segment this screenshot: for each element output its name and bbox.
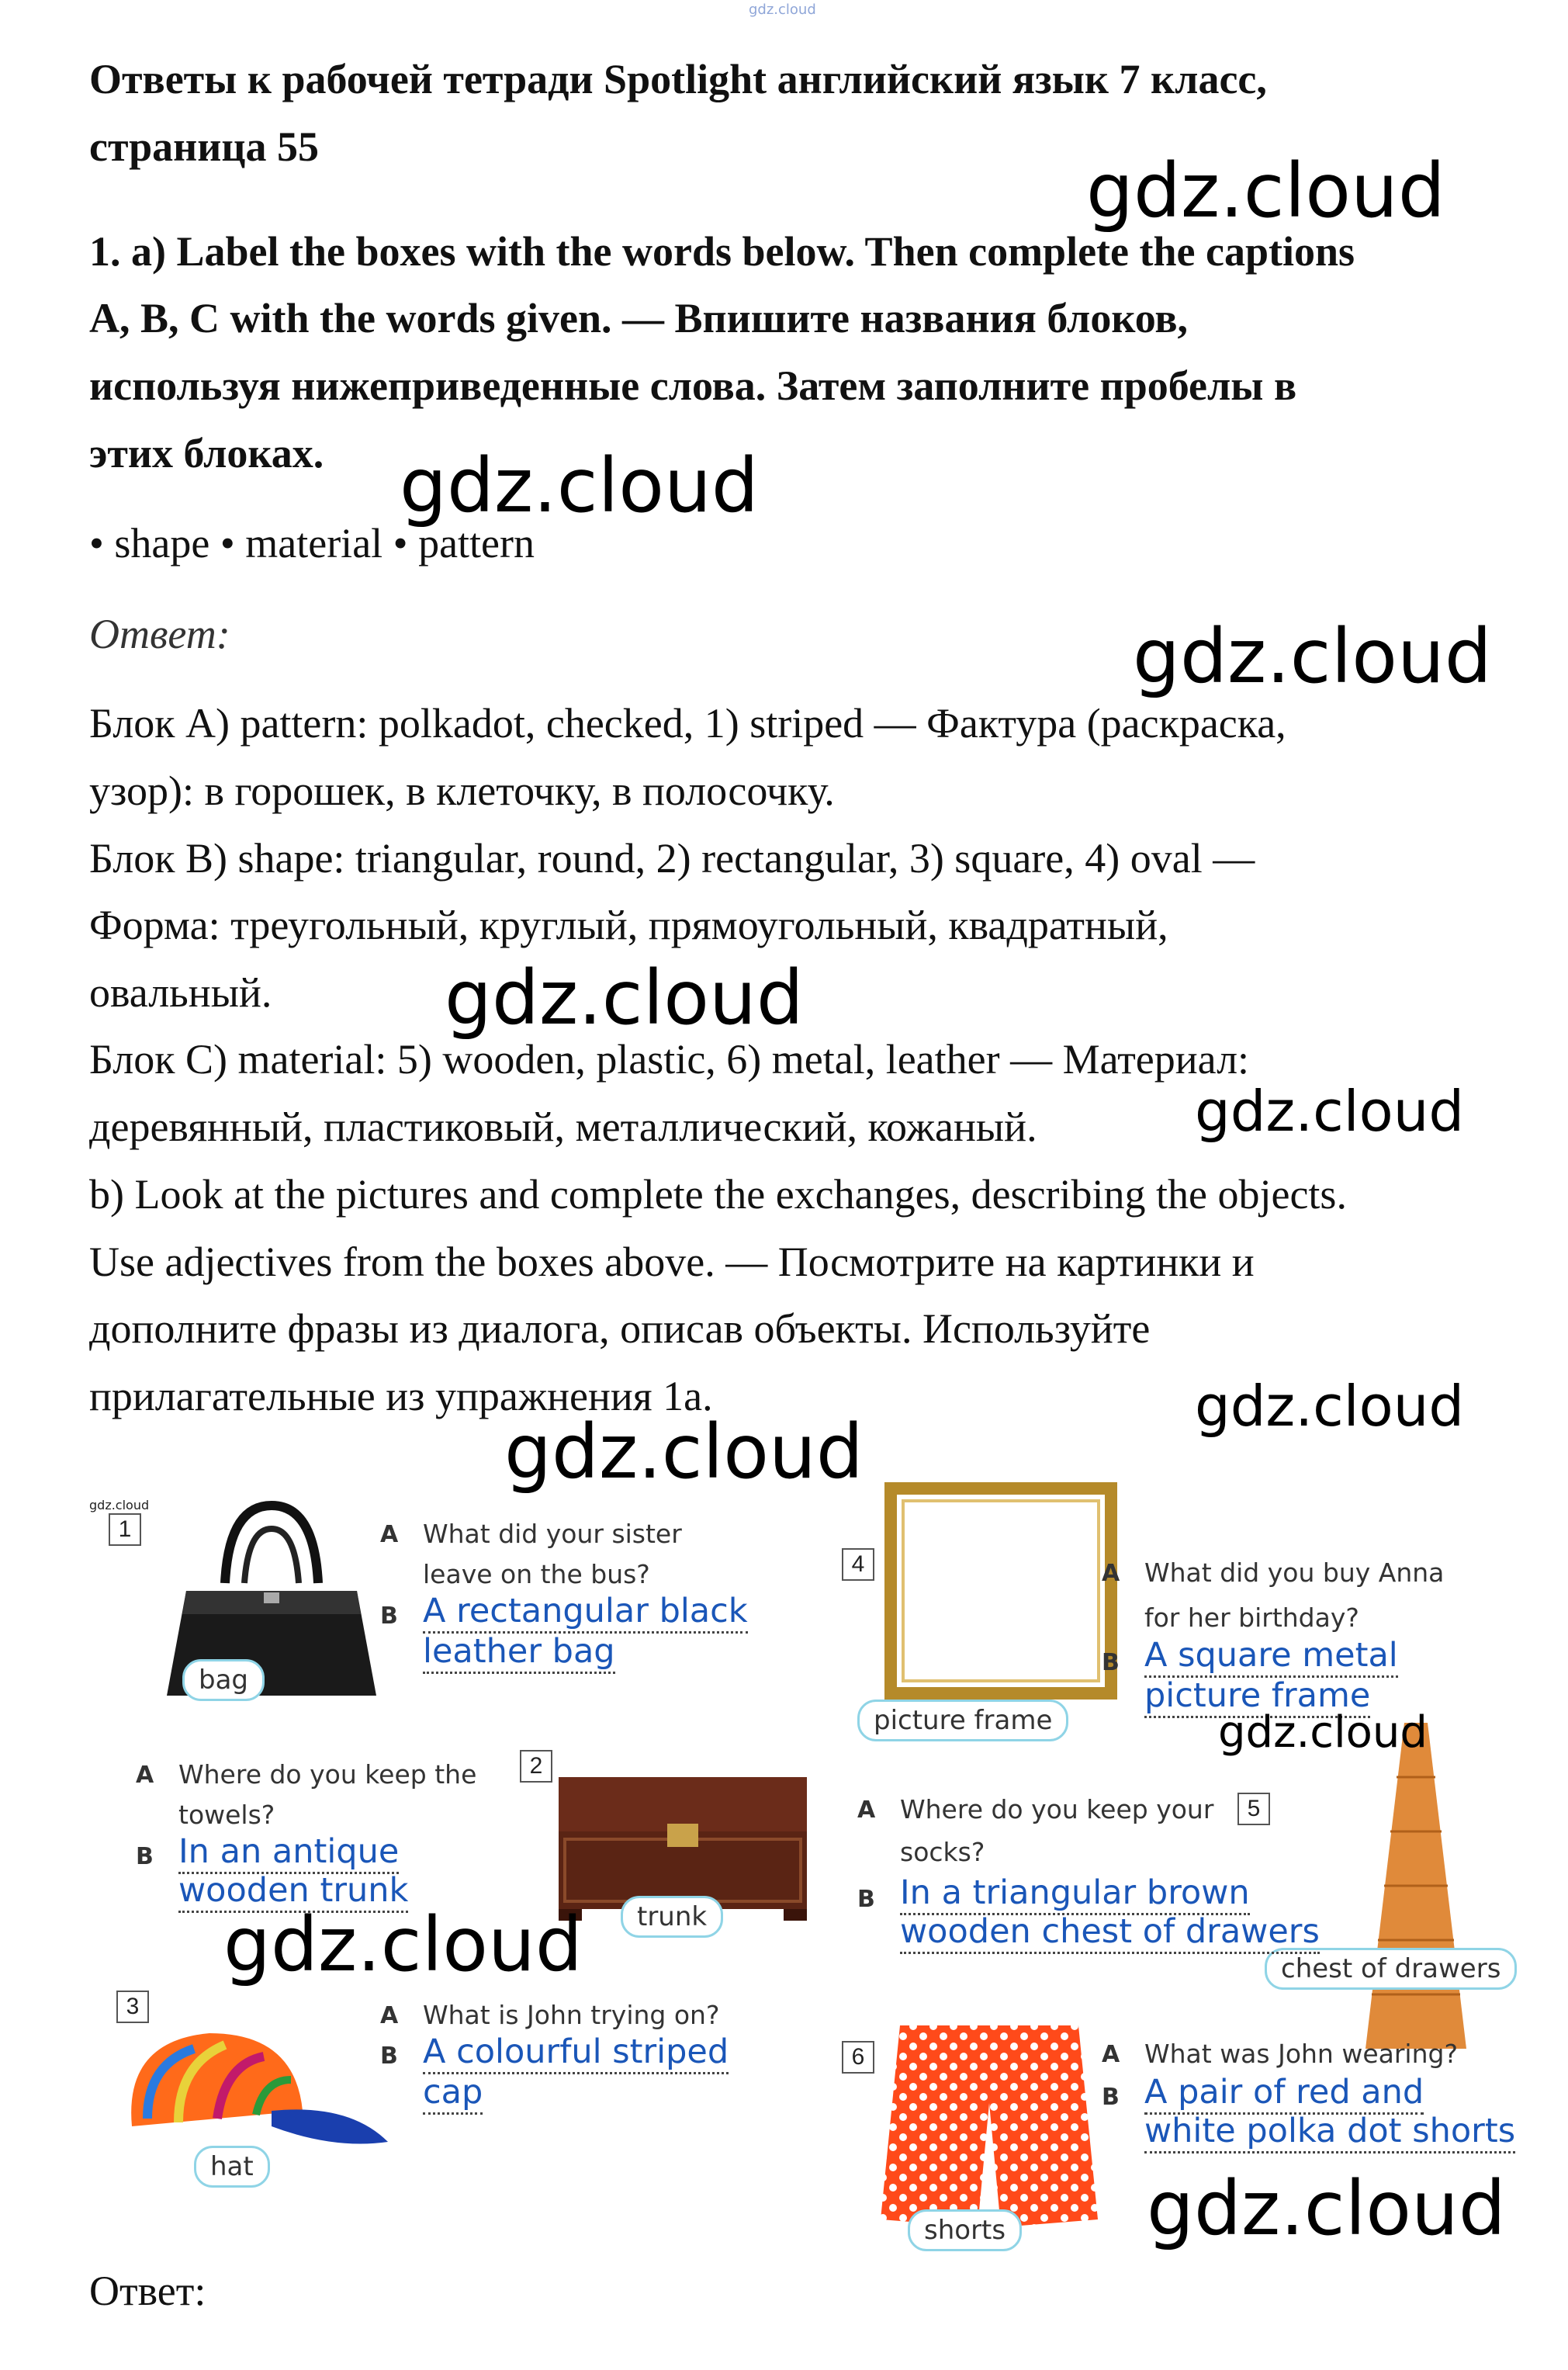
label-a: A: [857, 1797, 876, 1824]
answer-line: cap: [423, 2072, 483, 2115]
answer-line: деревянный, пластиковый, металлический, кожаный.: [89, 1104, 1037, 1150]
answer-line: Форма: треугольный, круглый, прямоугольный, квадратный,: [89, 902, 1168, 948]
label-b: B: [1102, 1649, 1120, 1676]
watermark: gdz.cloud: [223, 1901, 583, 1988]
dialog-6: [1102, 2033, 1567, 2173]
question-line: What was John wearing?: [1144, 2039, 1458, 2069]
watermark: gdz.cloud: [400, 442, 759, 529]
question-line: What is John trying on?: [423, 2000, 720, 2030]
watermark: gdz.cloud: [504, 1408, 864, 1495]
task-line-2: A, B, C with the words given. — Впишите названия блоков,: [89, 295, 1189, 341]
label-a: A: [380, 2002, 399, 2029]
item-number: 5: [1237, 1793, 1270, 1825]
task-line-4: этих блоках.: [89, 430, 324, 476]
task-line-3: используя нижеприведенные слова. Затем заполните пробелы в: [89, 362, 1297, 409]
answer-line: овальный.: [89, 969, 272, 1016]
label-b: B: [380, 1603, 398, 1630]
watermark: gdz.cloud: [1086, 147, 1445, 234]
caption-hat: hat: [194, 2146, 270, 2188]
answer-line: Блок C) material: 5) wooden, plastic, 6) metal, leather — Материал:: [89, 1036, 1250, 1083]
question-line: Where do you keep your: [900, 1794, 1214, 1824]
answer-line: leather bag: [423, 1631, 615, 1674]
answer-label: Ответ:: [89, 611, 230, 657]
dialog-1: [380, 1513, 846, 1684]
caption-chest-of-drawers: chest of drawers: [1265, 1948, 1517, 1990]
answer-line: In a triangular brown: [900, 1873, 1250, 1915]
answer-line: A square metal: [1144, 1635, 1398, 1678]
watermark-small: gdz.cloud: [89, 1498, 150, 1512]
label-b: B: [1102, 2084, 1120, 2111]
label-a: A: [1102, 2041, 1120, 2068]
picture-frame-image: [884, 1482, 1117, 1700]
label-a: A: [1102, 1560, 1120, 1587]
watermark: gdz.cloud: [1218, 1707, 1428, 1758]
item-number: 4: [842, 1548, 874, 1581]
answer-line: wooden trunk: [178, 1870, 408, 1913]
question-line: What did your sister: [423, 1519, 682, 1549]
question-line: What did you buy Anna: [1144, 1557, 1445, 1588]
page-title-line-1: Ответы к рабочей тетради Spotlight английский язык 7 класс,: [89, 56, 1267, 102]
answer-line: Блок B) shape: triangular, round, 2) rectangular, 3) square, 4) oval —: [89, 835, 1255, 882]
watermark: gdz.cloud: [1147, 2165, 1506, 2252]
caption-trunk: trunk: [621, 1896, 723, 1938]
question-line: towels?: [178, 1800, 275, 1830]
watermark: gdz.cloud: [1133, 613, 1492, 700]
label-a: A: [380, 1521, 399, 1548]
label-a: A: [136, 1762, 154, 1789]
answer-line: A rectangular black: [423, 1591, 748, 1634]
answer-line: дополните фразы из диалога, описав объекты. Используйте: [89, 1305, 1151, 1352]
label-b: B: [857, 1886, 875, 1913]
watermark: gdz.cloud: [1195, 1374, 1465, 1439]
dialog-4: [1102, 1552, 1567, 1723]
question-line: leave on the bus?: [423, 1559, 650, 1589]
caption-shorts: shorts: [908, 2209, 1022, 2251]
answer-line: A pair of red and: [1144, 2072, 1424, 2115]
answer-line: In an antique: [178, 1831, 399, 1874]
dialog-5: [857, 1789, 1400, 1959]
page-title-line-2: страница 55: [89, 123, 320, 170]
answer-line: picture frame: [1144, 1675, 1370, 1718]
watermark: gdz.cloud: [1195, 1079, 1465, 1144]
top-watermark: gdz.cloud: [749, 2, 816, 18]
item-number: 2: [520, 1750, 552, 1783]
item-number: 6: [842, 2041, 874, 2074]
question-line: Where do you keep the: [178, 1759, 477, 1790]
dialog-3: [380, 1994, 846, 2134]
label-b: B: [380, 2043, 398, 2070]
caption-picture-frame: picture frame: [857, 1700, 1068, 1741]
question-line: socks?: [900, 1837, 985, 1867]
question-line: for her birthday?: [1144, 1603, 1359, 1633]
answer-line: white polka dot shorts: [1144, 2111, 1515, 2153]
caption-bag: bag: [182, 1659, 265, 1701]
answer-line: Блок A) pattern: polkadot, checked, 1) striped — Фактура (раскраска,: [89, 700, 1286, 747]
answer-line: A colourful striped: [423, 2032, 729, 2074]
answer-line: прилагательные из упражнения 1a.: [89, 1373, 713, 1419]
answer-line: wooden chest of drawers: [900, 1911, 1320, 1954]
item-number: 1: [109, 1513, 141, 1546]
bottom-answer-label: Ответ:: [89, 2268, 206, 2314]
answer-line: b) Look at the pictures and complete the exchanges, describing the objects.: [89, 1171, 1347, 1218]
word-list: • shape • material • pattern: [89, 520, 535, 567]
label-b: B: [136, 1843, 154, 1870]
answer-line: Use adjectives from the boxes above. — Посмотрите на картинки и: [89, 1239, 1255, 1285]
shorts-image: [877, 2010, 1102, 2243]
answer-line: узор): в горошек, в клеточку, в полосочку.: [89, 767, 835, 814]
task-line-1: 1. a) Label the boxes with the words below. Then complete the captions: [89, 228, 1355, 275]
item-number: 3: [116, 1991, 149, 2023]
watermark: gdz.cloud: [445, 955, 804, 1041]
